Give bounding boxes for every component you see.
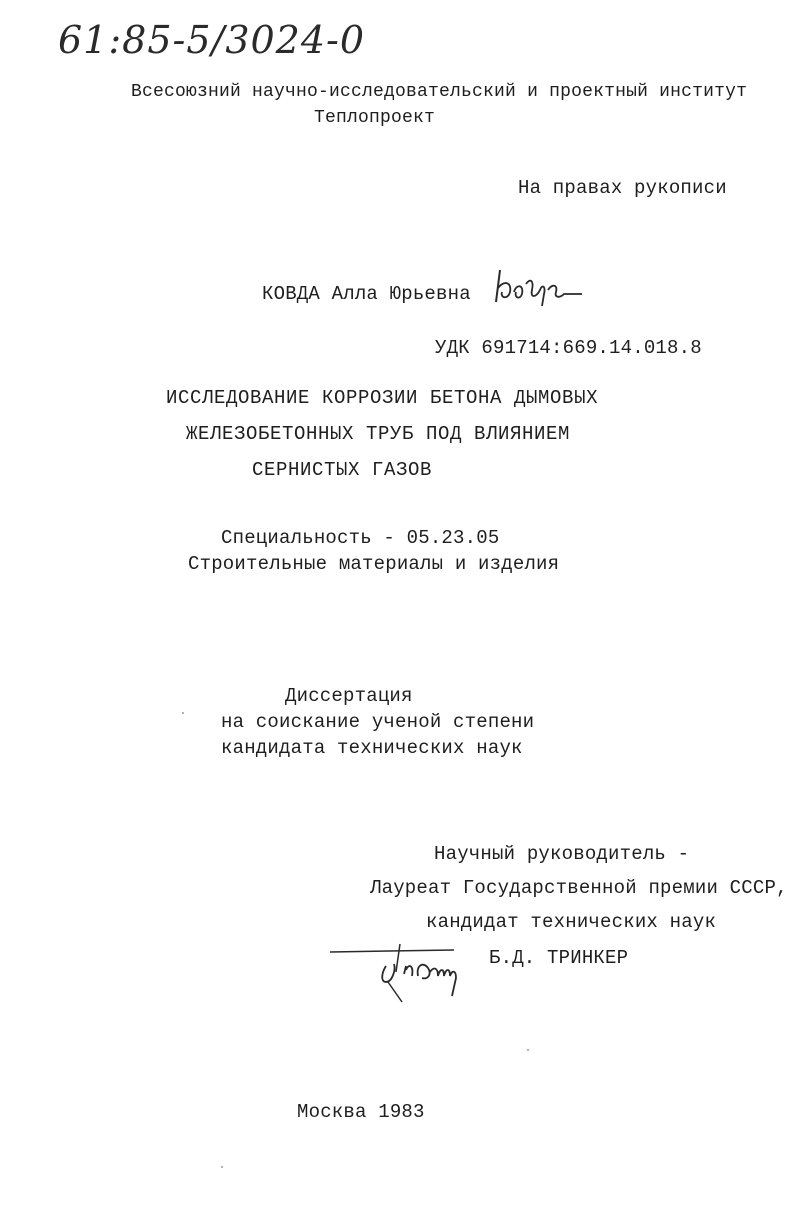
city-year: Москва 1983 [297,1101,425,1123]
rights-note: На правах рукописи [518,177,727,199]
title-line-1: ИССЛЕДОВАНИЕ КОРРОЗИИ БЕТОНА ДЫМОВЫХ [166,387,599,409]
udc-code: УДК 691714:669.14.018.8 [435,337,702,359]
dissertation-line-2: на соискание ученой степени [221,711,535,733]
title-line-2: ЖЕЛЕЗОБЕТОННЫХ ТРУБ ПОД ВЛИЯНИЕМ [186,423,571,445]
supervisor-line-3: кандидат технических наук [426,911,717,933]
scan-speck [182,712,184,714]
author-name: КОВДА Алла Юрьевна [262,283,471,305]
author-signature [490,262,590,312]
supervisor-line-2: Лауреат Государственной премии СССР, [370,877,788,899]
scan-speck [527,1049,529,1051]
specialty-code: Специальность - 05.23.05 [221,527,500,549]
supervisor-signature [326,942,476,1012]
institute-line-1: Всесоюзний научно-исследовательский и проектный институт [131,82,748,102]
title-line-3: СЕРНИСТЫХ ГАЗОВ [252,459,433,481]
dissertation-line-3: кандидата технических наук [221,737,523,759]
dissertation-line-1: Диссертация [285,685,413,707]
institute-line-2: Теплопроект [314,108,436,128]
supervisor-line-1: Научный руководитель - [434,843,690,865]
supervisor-name: Б.Д. ТРИНКЕР [489,947,629,969]
specialty-name: Строительные материалы и изделия [188,553,560,575]
scan-speck [221,1166,223,1168]
archive-code: 61:85-5/3024-0 [58,18,366,62]
